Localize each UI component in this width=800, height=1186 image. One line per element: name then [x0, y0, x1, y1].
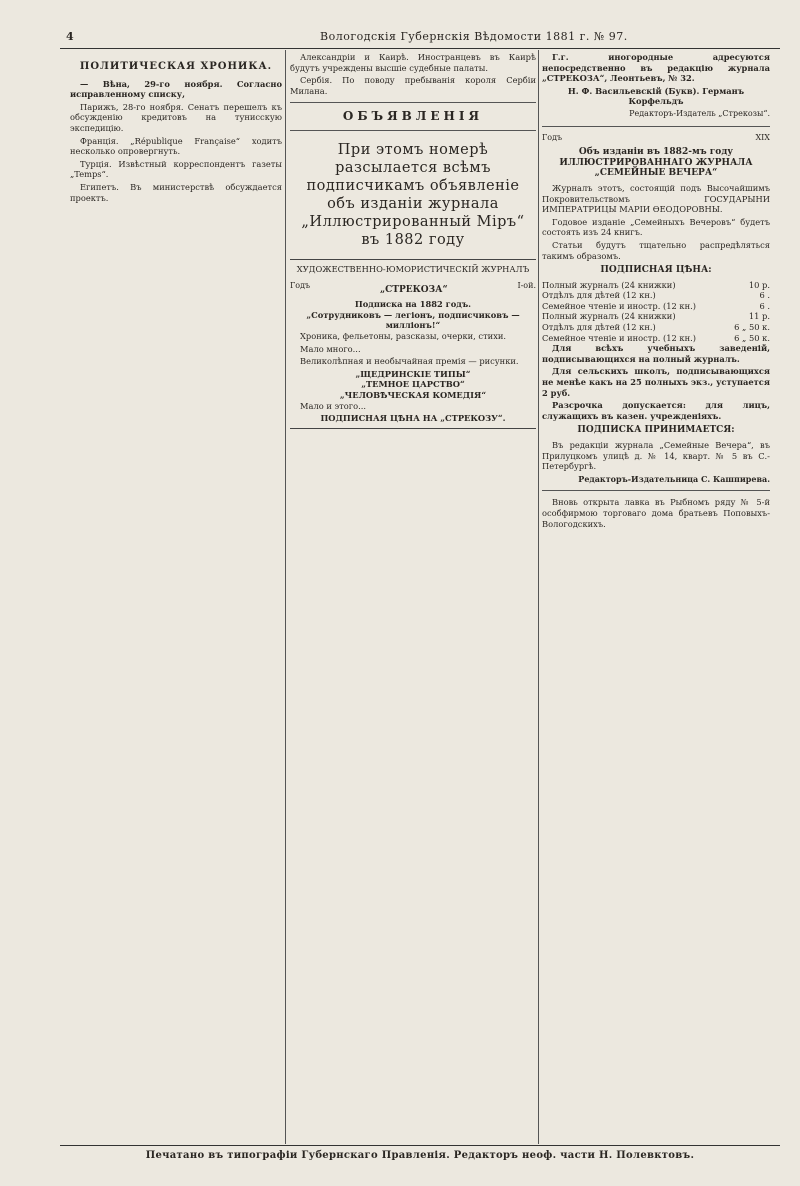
note-paragraph: Для всѣхъ учебныхъ заведеній, подписывающихся на полный журналъ. — [542, 343, 770, 364]
year-label: Годъ — [542, 132, 563, 142]
price-row — [542, 301, 770, 312]
year-number: I-ой. — [517, 280, 536, 290]
ad-paragraph: Мало и этого... — [300, 400, 366, 411]
ad-paragraph: Великолѣпная и необычайная премія — рисунки. — [300, 356, 519, 367]
ad-title: „СТРЕКОЗА“ — [379, 284, 448, 295]
page-number: 4 — [66, 30, 74, 43]
column-divider — [538, 50, 539, 1144]
column-announcements — [290, 52, 536, 1144]
price-value: 6 „ 50 к. — [734, 322, 770, 333]
section-heading: ПОЛИТИЧЕСКАЯ ХРОНИКА. — [79, 61, 273, 72]
article-paragraph: Франція. „République Française“ ходитъ несколько опровергнуть. — [70, 135, 282, 157]
footer-rule — [60, 1145, 780, 1146]
section-divider — [542, 490, 770, 491]
section-divider — [290, 102, 536, 103]
subscription-heading: ПОДПИСКА ПРИНИМАЕТСЯ: — [577, 425, 735, 436]
column-subscriptions — [542, 52, 770, 1144]
ad-year-row — [290, 281, 536, 300]
ad-paragraph: Мало много... — [300, 343, 361, 354]
ad-premium-title: „ТЕМНОЕ ЦАРСТВО“ — [361, 379, 465, 390]
price-row — [542, 333, 770, 344]
ad-strekoza — [290, 259, 536, 429]
price-row — [542, 280, 770, 291]
article-paragraph: — Вѣна, 29-го ноября. Согласно исправленному списку, — [70, 78, 282, 100]
price-row — [542, 322, 770, 333]
column-divider — [285, 50, 286, 1144]
notice-illustrated-world: При этомъ номерѣ разсылается всѣмъ подписчикамъ объявленіе объ изданіи журнала „Иллюстрированный Міръ“ въ 1882 году — [301, 141, 525, 248]
subscription-paragraph: Въ редакціи журнала „Семейные Вечера“, въ Прилуцкомъ улицѣ д. № 14, кварт. № 5 въ С.-Петербургѣ. — [542, 440, 770, 472]
price-label: Отдѣлъ для дѣтей (12 кн.) — [542, 322, 656, 333]
section-divider — [542, 126, 770, 127]
price-value: 6 . — [759, 290, 770, 301]
notice-paragraph: Г.г. иногородные адресуются непосредственно въ редакцію журнала „СТРЕКОЗА“, Леонтьевъ, № 32. — [542, 52, 770, 84]
publisher-signature: Редакторъ-Издательница С. Кашпирева. — [578, 473, 770, 484]
price-value: 11 р. — [748, 311, 770, 322]
announcements-heading: ОБЪЯВЛЕНІЯ — [342, 109, 484, 124]
ad-premium-title: „ЩЕДРИНСКІЕ ТИПЫ“ — [355, 368, 471, 379]
ad-paragraph: Журналъ этотъ, состоящій подъ Высочайшимъ Покровительствомъ ГОСУДАРЫНИ ИМПЕРАТРИЦЫ МАРІИ ѲЕОДОРОВНЫ. — [542, 182, 770, 215]
ad-kicker: ХУДОЖЕСТВЕННО-ЮМОРИСТИЧЕСКІЙ ЖУРНАЛЪ — [296, 263, 530, 274]
note-paragraph: Разсрочка допускается: для лицъ, служащихъ въ казен. учрежденіяхъ. — [542, 400, 770, 421]
note-paragraph: Для сельскихъ школъ, подписывающихся не менѣе какъ на 25 полныхъ экз., уступается 2 руб. — [542, 366, 770, 398]
shop-ad-paragraph: Вновь открыта лавка въ Рыбномъ ряду № 5-й особфирмою торговаго дома братьевъ Поповыхъ-Вологодскихъ. — [542, 497, 770, 529]
section-divider — [290, 130, 536, 131]
page-header — [60, 30, 780, 48]
price-value: 6 „ 50 к. — [734, 332, 770, 343]
price-value: 6 . — [759, 300, 770, 311]
price-heading: ПОДПИСНАЯ ЦѢНА: — [600, 265, 712, 276]
ad-premium-title: „ЧЕЛОВѢЧЕСКАЯ КОМЕДІЯ“ — [339, 389, 487, 400]
price-value: 10 р. — [748, 279, 770, 290]
ad-price-heading: ПОДПИСНАЯ ЦѢНА НА „СТРЕКОЗУ“. — [320, 413, 506, 424]
article-paragraph: Сербія. По поводу пребыванія короля Сербіи Милана. — [290, 75, 536, 96]
masthead-title: Вологодскія Губернскія Вѣдомости 1881 г. № 97. — [320, 30, 628, 43]
year-number: XIX — [755, 132, 770, 142]
price-label: Семейное чтеніе и иностр. (12 кн.) — [542, 300, 697, 311]
price-row — [542, 311, 770, 322]
notice-names: Н. Ф. Васильевскій (Букв). Германъ Корфельдъ — [567, 85, 745, 107]
printer-imprint: Печатано въ типографіи Губернскаго Правленія. Редакторъ неоф. части Н. Полевктовъ. — [145, 1150, 695, 1161]
year-label: Годъ — [290, 280, 311, 290]
price-row — [542, 290, 770, 301]
price-label: Отдѣлъ для дѣтей (12 кн.) — [542, 290, 656, 301]
ad-slogan: „Сотрудниковъ — легіонъ, подписчиковъ — милліонъ!“ — [306, 309, 520, 331]
column-political-chronicle — [70, 52, 282, 1144]
article-paragraph: Турція. Извѣстный корреспондентъ газеты „Temps“. — [70, 158, 282, 180]
ad-paragraph: Хроника, фельетоны, разсказы, очерки, стихи. — [300, 330, 507, 341]
ad-year-row — [542, 133, 770, 144]
price-label: Семейное чтеніе и иностр. (12 кн.) — [542, 332, 697, 343]
article-paragraph: Парижъ, 28-го ноября. Сенатъ перешелъ къ обсужденію кредитовъ на тунисскую экспедицію. — [70, 101, 282, 133]
journal-title: Объ изданіи въ 1882-мъ году ИЛЛЮСТРИРОВАННАГО ЖУРНАЛА „СЕМЕЙНЫЕ ВЕЧЕРА“ — [559, 147, 753, 179]
ad-paragraph: Годовое изданіе „Семейныхъ Вечеровъ“ будетъ состоять изъ 24 книгъ. — [542, 216, 770, 238]
article-paragraph: Александріи и Каирѣ. Иностранцевъ въ Каирѣ будутъ учреждены высшіе судебные палаты. — [290, 52, 536, 73]
header-rule — [60, 48, 780, 49]
ad-subscription: Подписка на 1882 годъ. — [354, 299, 472, 310]
price-label: Полный журналъ (24 книжки) — [542, 311, 676, 322]
ad-paragraph: Статьи будутъ тщательно распредѣляться такимъ образомъ. — [542, 239, 770, 261]
article-paragraph: Египетъ. Въ министерствѣ обсуждается проектъ. — [70, 181, 282, 203]
price-label: Полный журналъ (24 книжки) — [542, 279, 676, 290]
signature: Редакторъ-Издатель „Стрекозы“. — [629, 108, 770, 118]
